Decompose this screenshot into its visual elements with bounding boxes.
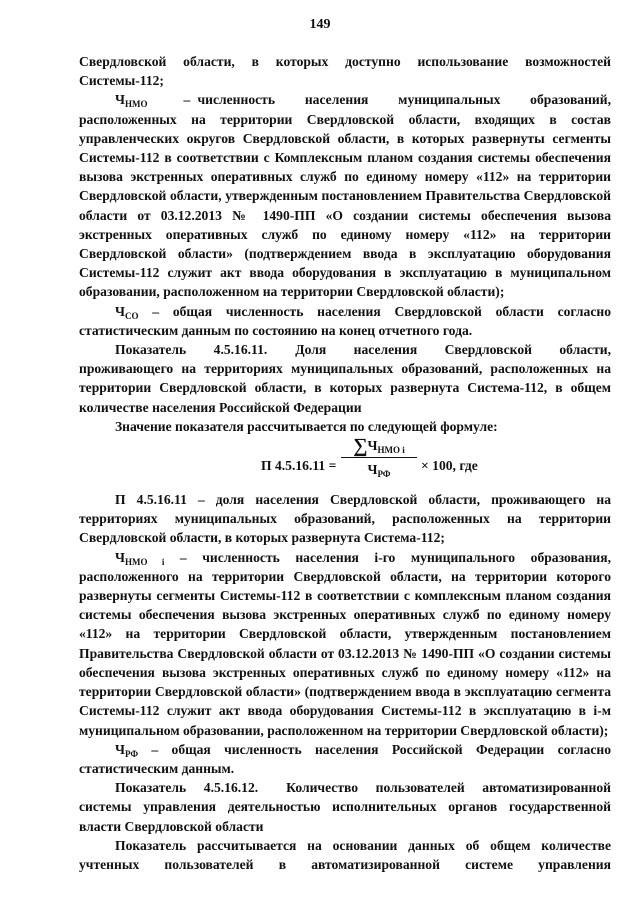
definition-text: – общая численность населения Свердловской области согласно статистическим данным по состоянию на конец отчетного года.: [79, 303, 611, 338]
definition-chnmo: [79, 90, 611, 301]
formula-left: П 4.5.16.11 =: [261, 458, 337, 474]
definition-text: – общая численность населения Российской Федерации согласно статистическим данным.: [79, 741, 611, 776]
formula: [79, 436, 611, 490]
indicator-4-5-16-11: [79, 340, 611, 417]
definition-chso: [79, 302, 611, 340]
formula-denominator: $Ч_{РФ}$: [367, 462, 391, 480]
definition-text: численность населения муниципальных образований, расположенных на территории Свердловской области, входящих в состав управленческих округов Свердловской области, в которых развернуты сегменты Системы-112 в соответствии с Комплексным планом создания системы обеспечения вызова экстренных оперативных служб по единому номеру «112» на территории Свердловской области, утвержденным постановлением Правительства Свердловской области от 03.12.2013 № 1490-ПП «О создании системы обеспечения вызова экстренных оперативных служб по единому номеру «112» на территории Свердловской области» (подтверждением ввода в эксплуатацию оборудования Системы-112 служит акт ввода оборудования в эксплуатацию в муниципальном образовании, расположенном на территории Свердловской области);: [79, 92, 611, 300]
indicator-label: Показатель 4.5.16.12.: [115, 780, 259, 796]
symbol-subscript: НМО i: [124, 556, 165, 567]
symbol-subscript: РФ: [124, 748, 139, 759]
definition-p-4-5-16-11: П 4.5.16.11 – доля населения Свердловской области, проживающего на территориях муниципальных образований, расположенных на территории Свердловской области, в которых развернута Система-112;: [79, 492, 611, 546]
definition-text: – численность населения i-го муниципального образования, расположенного на территории Свердловской области, на территории которого развернуты сегменты Системы-112 в соответствии с комплексным планом создания системы обеспечения вызова экстренных оперативных служб по единому номеру «112» на территории Свердловской области, утвержденным постановлением Правительства Свердловской области от 03.12.2013 № 1490-ПП «О создании системы обеспечения вызова экстренных оперативных служб по единому номеру «112» на территории Свердловской области» (подтверждением ввода в эксплуатацию сегмента Системы-112 служит акт ввода оборудования Системы-112 в эксплуатацию в i-м муниципальном образовании, расположенном на территории Свердловской области);: [79, 549, 611, 738]
paragraph-continuation: Свердловской области, в которых доступно использование возможностей Системы-112;: [79, 54, 611, 89]
symbol: Ч: [115, 549, 125, 565]
sigma-symbol: ∑: [353, 435, 368, 458]
formula-numerator: $\sum Ч_{НМО i}$: [341, 436, 417, 458]
definition-chnmo-i: [79, 548, 611, 740]
indicator-label: Показатель 4.5.16.11.: [115, 342, 268, 358]
indicator-4-5-16-12: [79, 778, 611, 836]
indicator-text: Количество пользователей автоматизированной системы управления деятельностью исполнительных органов государственной власти Свердловской области: [79, 780, 611, 834]
document-body: [79, 52, 611, 874]
formula-fraction: [341, 436, 417, 479]
indicator-text: Доля населения Свердловской области, проживающего на территориях муниципальных образований, расположенных на территории Свердловской области, в которых развернута Система-112, в общем количестве населения Российской Федерации: [79, 342, 611, 415]
formula-intro: Значение показателя рассчитывается по следующей формуле:: [115, 418, 498, 434]
symbol-subscript: НМО: [124, 99, 148, 110]
definition-chrf: [79, 740, 611, 778]
page-number: 149: [309, 17, 331, 32]
symbol: Ч: [115, 741, 125, 757]
symbol-subscript: СО: [124, 310, 139, 321]
definition-dash: –: [183, 92, 191, 108]
symbol: Ч: [115, 303, 125, 319]
formula-right: × 100, где: [421, 458, 478, 474]
calculation-basis: Показатель рассчитывается на основании данных об общем количестве учтенных пользователей в автоматизированной системе управления: [79, 837, 611, 872]
symbol: Ч: [115, 92, 125, 108]
